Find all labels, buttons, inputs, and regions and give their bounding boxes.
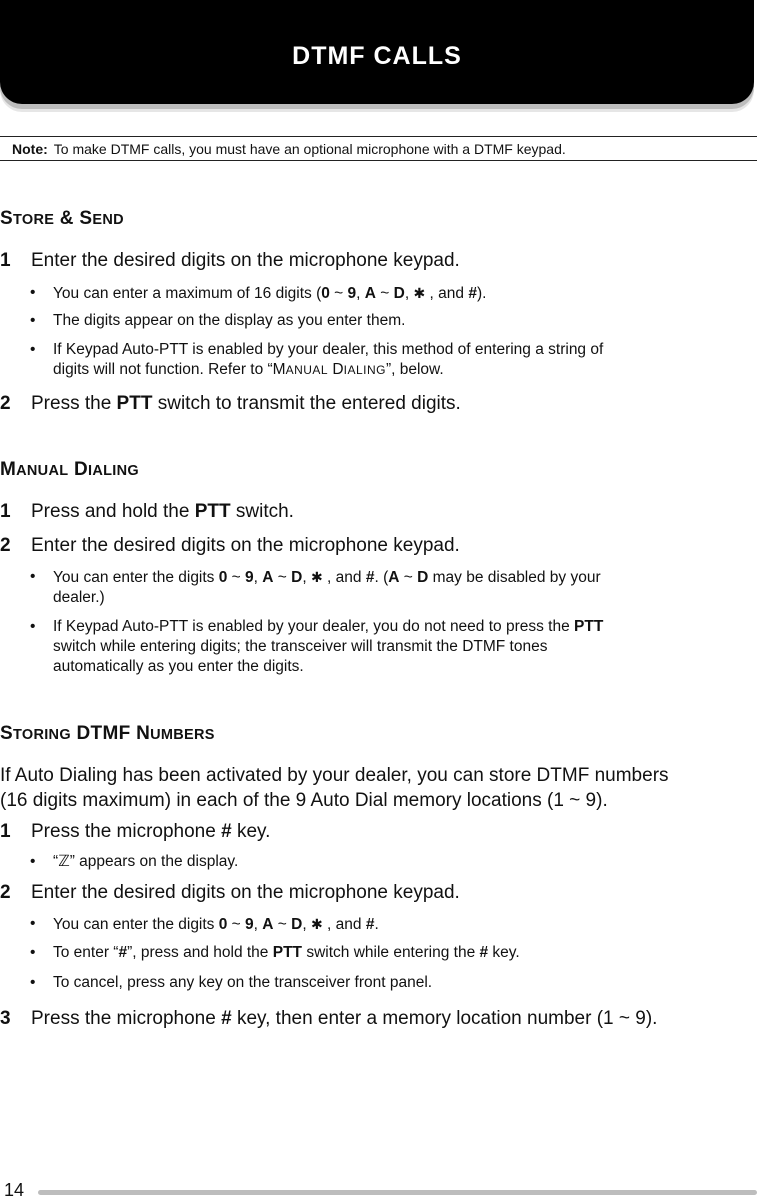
step-text: Press the PTT switch to transmit the entered digits. — [31, 393, 461, 414]
heading-char: END — [92, 212, 124, 228]
step-number: 3 — [0, 1008, 11, 1029]
step-text: Enter the desired digits on the microphone keypad. — [31, 882, 460, 903]
heading-storing-dtmf-numbers: STORING DTMF NUMBERS — [0, 723, 215, 744]
step-text: Press the microphone # key, then enter a memory location number (1 ~ 9). — [31, 1008, 658, 1029]
heading-store-send — [0, 208, 124, 230]
step-number: 1 — [0, 821, 11, 842]
bullet-icon: • — [30, 915, 36, 932]
note-text: To make DTMF calls, you must have an optional microphone with a DTMF keypad. — [53, 141, 566, 157]
storing-intro-paragraph: If Auto Dialing has been activated by your dealer, you can store DTMF numbers (16 digits maximum) in each of the 9 Auto Dial memory locations (1 ~ 9). — [0, 765, 669, 811]
heading-char: S — [0, 208, 13, 229]
bullet-text: The digits appear on the display as you enter them. — [53, 312, 406, 329]
bullet-icon: • — [30, 284, 36, 301]
step-text: Press and hold the PTT switch. — [31, 501, 294, 522]
step-number: 2 — [0, 393, 11, 414]
note-label: Note: — [12, 141, 48, 157]
bullet-text: You can enter the digits 0 ~ 9, A ~ D, ✱ , and #. — [53, 916, 379, 933]
page-number: 14 — [4, 1180, 25, 1200]
step-number: 2 — [0, 535, 11, 556]
step-text: Press the microphone # key. — [31, 821, 271, 842]
display-glyph-icon: ℤ — [58, 853, 70, 870]
bullet-text: You can enter a maximum of 16 digits (0 ~ 9, A ~ D, ✱ , and #). — [53, 285, 487, 302]
asterisk-key-icon: ✱ — [413, 285, 426, 301]
bullet-icon: • — [30, 618, 36, 635]
heading-char: TORE — [12, 212, 55, 228]
step-text: Enter the desired digits on the microphone keypad. — [31, 250, 460, 271]
bullet-icon: • — [30, 312, 36, 329]
heading-char: & — [59, 208, 74, 229]
bullet-text: “ℤ” appears on the display. — [53, 853, 239, 870]
bullet-icon: • — [30, 944, 36, 961]
bullet-icon: • — [30, 853, 36, 870]
asterisk-key-icon: ✱ — [311, 916, 323, 932]
bullet-icon: • — [30, 974, 36, 991]
bullet-icon: • — [30, 568, 36, 585]
page-title: DTMF CALLS — [292, 42, 462, 70]
heading-char: S — [79, 208, 93, 229]
bullet-text: You can enter the digits 0 ~ 9, A ~ D, ✱ , and #. (A ~ D may be disabled by your dealer.) — [53, 569, 601, 606]
step-number: 2 — [0, 882, 11, 903]
bullet-icon: • — [30, 341, 36, 358]
step-number: 1 — [0, 250, 11, 271]
step-number: 1 — [0, 501, 11, 522]
bullet-text: If Keypad Auto-PTT is enabled by your dealer, this method of entering a string of digits will not function. Refer to “MANUAL DIALING”, below. — [53, 341, 604, 378]
bullet-text: To enter “#”, press and hold the PTT switch while entering the # key. — [53, 944, 520, 961]
footer-rule — [38, 1190, 757, 1195]
heading-manual-dialing: MANUAL DIALING — [0, 459, 139, 480]
asterisk-key-icon: ✱ — [311, 569, 323, 585]
note-banner — [0, 136, 757, 161]
step-text: Enter the desired digits on the microphone keypad. — [31, 535, 460, 556]
chapter-title-tab — [0, 0, 754, 104]
bullet-text: If Keypad Auto-PTT is enabled by your dealer, you do not need to press the PTT switch while entering digits; the transceiver will transmit the DTMF tones automatically as you enter the digits. — [53, 618, 604, 675]
bullet-text: To cancel, press any key on the transceiver front panel. — [53, 974, 433, 991]
